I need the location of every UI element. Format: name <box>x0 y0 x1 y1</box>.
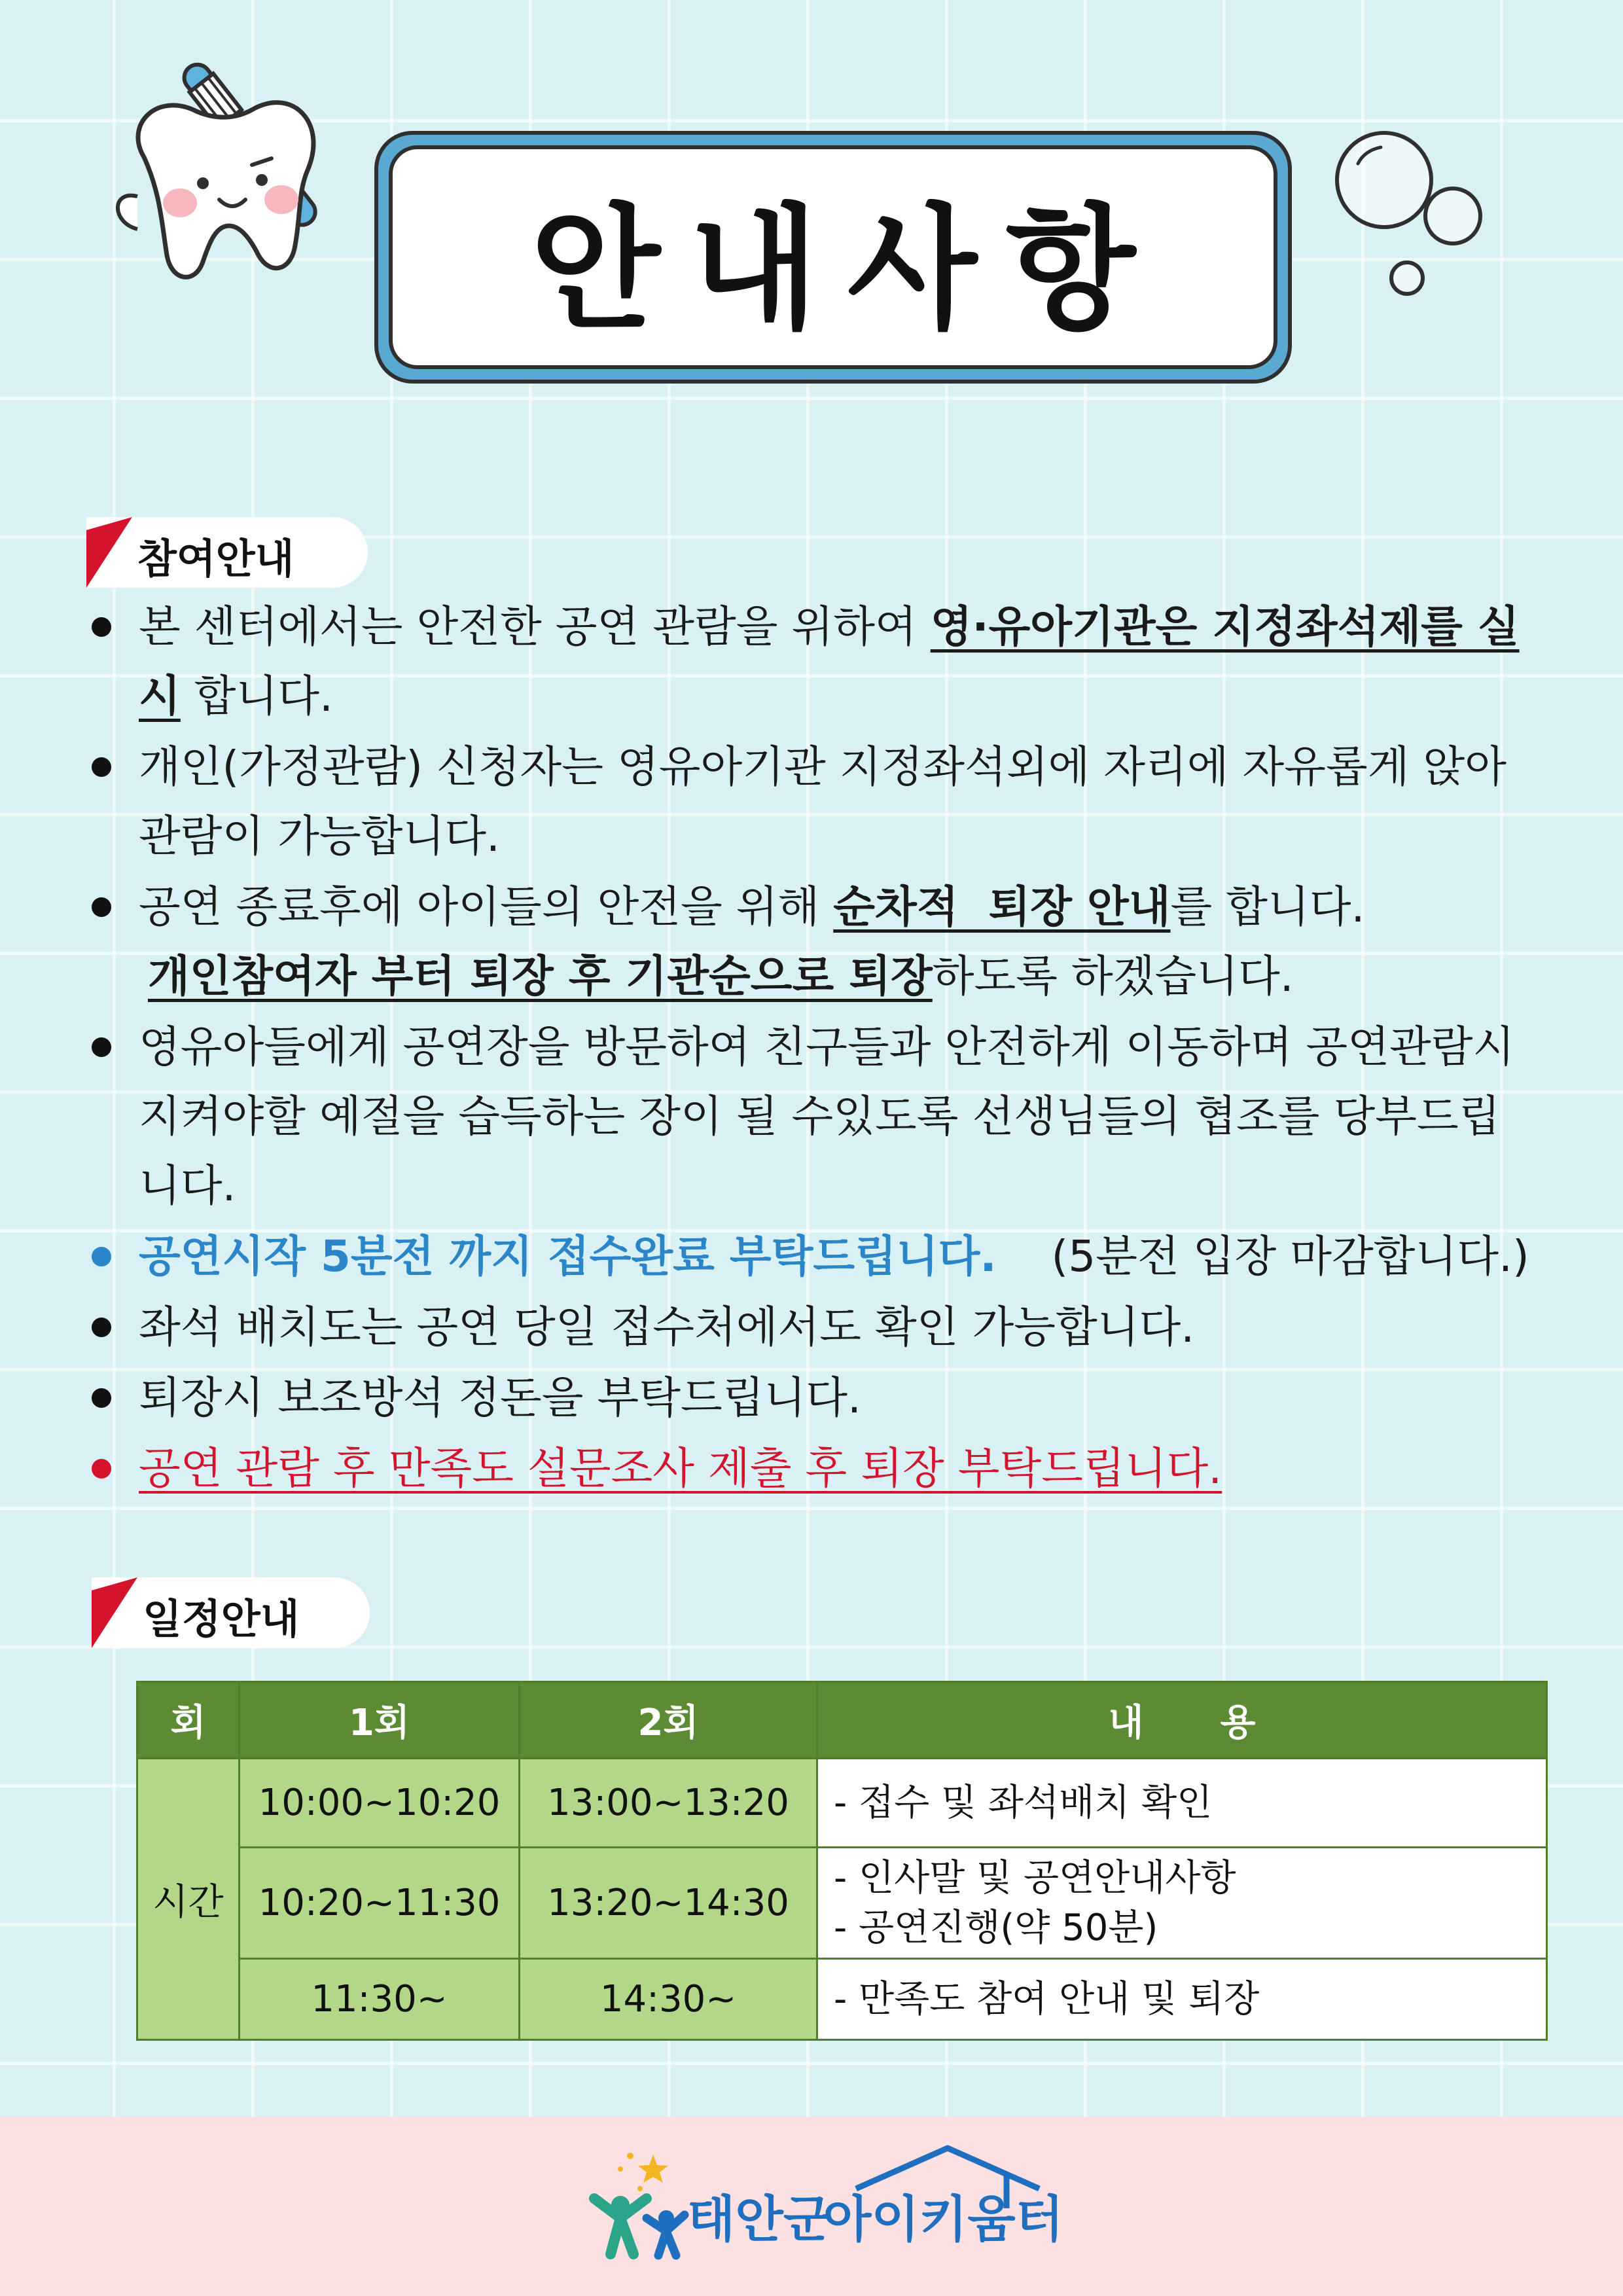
title-frame <box>374 131 1292 384</box>
list-item <box>85 592 1544 731</box>
note-emphasis: 순차적 퇴장 안내 <box>833 882 1171 932</box>
notice-list <box>85 592 1544 1505</box>
section-marker-icon <box>92 1577 137 1648</box>
column-header: 2회 <box>520 1682 817 1759</box>
list-item <box>85 1363 1544 1433</box>
table-cell <box>817 1759 1547 1848</box>
note-text: 좌석 배치도는 공연 당일 접수처에서도 확인 가능합니다. <box>139 1302 1195 1352</box>
list-item <box>85 872 1544 1011</box>
bullet-icon <box>92 1318 111 1337</box>
note-text: 본 센터에서는 안전한 공연 관람을 위하여 <box>139 601 931 652</box>
cell-line: - 공연진행(약 50분) <box>834 1906 1158 1949</box>
schedule-table <box>136 1681 1548 2041</box>
list-item <box>85 732 1544 871</box>
bullet-icon <box>92 1388 111 1408</box>
cell-line: - 만족도 참여 안내 및 퇴장 <box>834 1977 1260 2020</box>
note-emphasis: 시 <box>139 671 181 721</box>
list-item <box>85 1293 1544 1362</box>
logo-text-brand: 아이키움터 <box>823 2190 1064 2248</box>
section-marker-icon <box>86 517 132 588</box>
note-text: 영유아들에게 공연장을 방문하여 친구들과 안전하게 이동하며 공연관람시 <box>139 1022 1515 1072</box>
page-title: 안내사항 <box>530 191 1165 348</box>
table-cell: 14:30~ <box>520 1959 817 2040</box>
list-item <box>85 1222 1544 1291</box>
row-label: 시간 <box>137 1759 240 2040</box>
note-text: 공연 종료후에 아이들의 안전을 위해 <box>139 882 834 932</box>
table-cell: 13:00~13:20 <box>520 1759 817 1848</box>
table-cell: 10:20~11:30 <box>240 1848 520 1959</box>
table-row <box>137 1759 1547 1848</box>
note-highlight: 공연시작 5분전 까지 접수완료 부탁드립니다. <box>139 1231 997 1282</box>
section-title: 참여안내 <box>137 535 294 583</box>
bullet-icon <box>92 897 111 917</box>
tooth-mascot-icon <box>98 52 386 327</box>
list-item <box>85 1013 1544 1221</box>
note-warning: 공연 관람 후 만족도 설문조사 제출 후 퇴장 부탁드립니다. <box>139 1443 1222 1494</box>
column-header: 1회 <box>240 1682 520 1759</box>
star-icon <box>618 2153 668 2191</box>
note-text: 관람이 가능합니다. <box>139 811 501 861</box>
note-emphasis: 영·유아기관은 지정좌석제를 실 <box>930 601 1520 652</box>
note-text: 개인(가정관람) 신청자는 영유아기관 지정좌석외에 자리에 자유롭게 앉아 <box>139 742 1507 792</box>
title-panel <box>389 145 1277 369</box>
column-header: 내 용 <box>817 1682 1547 1759</box>
table-cell <box>817 1848 1547 1959</box>
note-text: 를 합니다. <box>1170 882 1365 932</box>
section-header-schedule <box>92 1577 370 1648</box>
table-row <box>137 1959 1547 2040</box>
bubbles-icon <box>1329 124 1492 314</box>
note-text: 퇴장시 보조방석 정돈을 부탁드립니다. <box>139 1372 862 1423</box>
table-row <box>137 1848 1547 1959</box>
note-text: 니다. <box>139 1160 236 1211</box>
table-cell: 11:30~ <box>240 1959 520 2040</box>
note-text: 하도록 하겠습니다. <box>932 951 1294 1001</box>
bullet-icon <box>92 617 111 637</box>
section-title: 일정안내 <box>143 1595 300 1643</box>
bullet-icon <box>92 1459 111 1479</box>
table-cell <box>817 1959 1547 2040</box>
table-cell: 10:00~10:20 <box>240 1759 520 1848</box>
note-text: 합니다. <box>180 671 333 721</box>
table-header-row <box>137 1682 1547 1759</box>
logo-text-region: 태안군 <box>687 2190 832 2248</box>
cell-line: - 인사말 및 공연안내사항 <box>834 1856 1236 1899</box>
bullet-icon <box>92 1247 111 1266</box>
section-header-participation <box>86 517 368 588</box>
bullet-icon <box>92 1037 111 1057</box>
note-text: (5분전 입장 마감합니다.) <box>1051 1231 1529 1282</box>
note-emphasis: 개인참여자 부터 퇴장 후 기관순으로 퇴장 <box>148 951 933 1001</box>
column-header: 회 <box>137 1682 240 1759</box>
bullet-icon <box>92 757 111 777</box>
list-item <box>85 1434 1544 1503</box>
table-cell: 13:20~14:30 <box>520 1848 817 1959</box>
note-text: 지켜야할 예절을 습득하는 장이 될 수있도록 선생님들의 협조를 당부드립 <box>139 1091 1501 1141</box>
cell-line: - 접수 및 좌석배치 확인 <box>834 1781 1213 1824</box>
